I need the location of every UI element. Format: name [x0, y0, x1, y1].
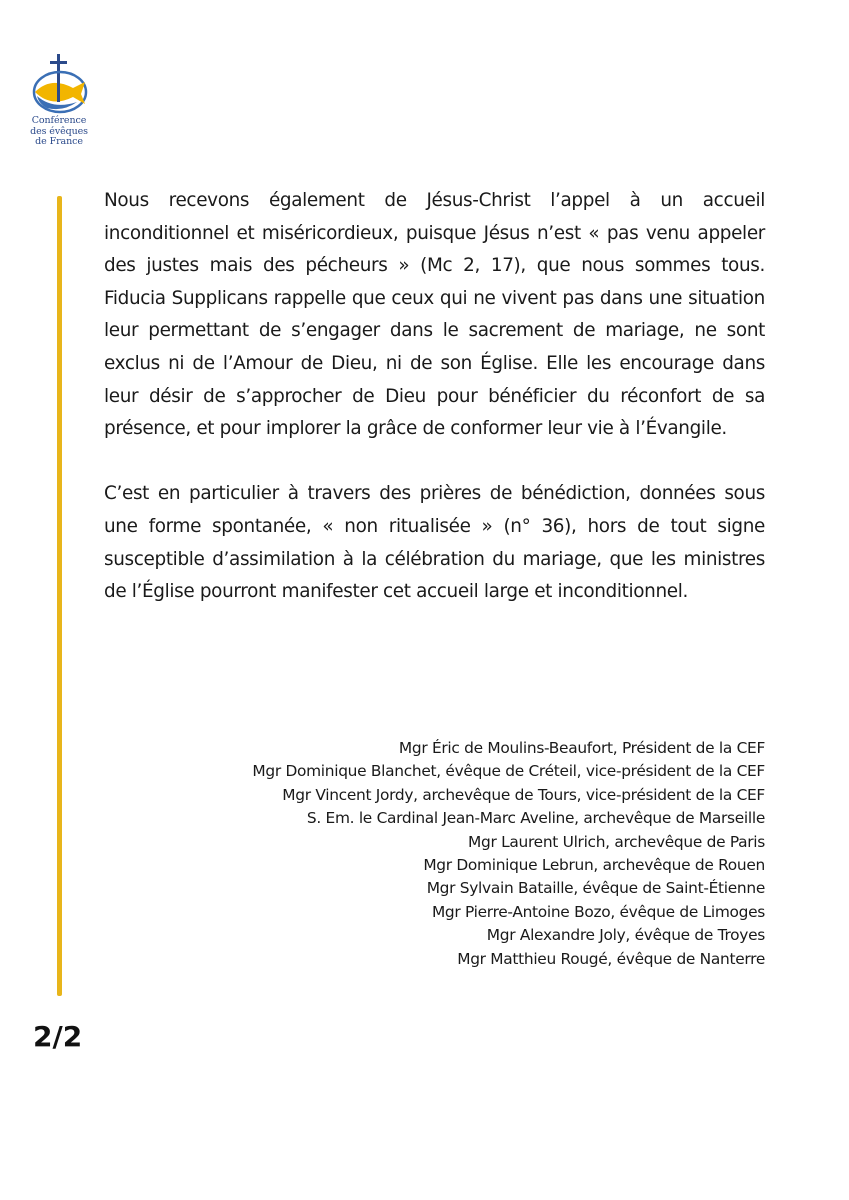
signature-line: Mgr Éric de Moulins-Beaufort, Président de la CEF — [398, 739, 765, 757]
signature-line: Mgr Dominique Lebrun, archevêque de Rouen — [423, 856, 765, 875]
signature-line: Mgr Laurent Ulrich, archevêque de Paris — [468, 832, 765, 851]
signature-line: Mgr Matthieu Rougé, évêque de Nanterre — [457, 949, 765, 968]
logo-line-3: de France — [35, 136, 83, 147]
signature-line: S. Em. le Cardinal Jean-Marc Aveline, archevêque de Marseille — [306, 809, 765, 828]
logo-line-2: des évêques — [30, 125, 88, 137]
signature-line: Mgr Vincent Jordy, archevêque de Tours, vice-président de la CEF — [282, 785, 765, 804]
paragraph-2: C’est en particulier à travers des prières de bénédiction, données sous une forme spontanée, « non ritualisée » (n° 36), hors de tout signe susceptible d’assimilation à la célébration du mariage, que les ministres de l’Église pourront manifester cet accueil large et inconditionnel. — [104, 483, 765, 603]
signature-line: Mgr Pierre-Antoine Bozo, évêque de Limoges — [431, 902, 765, 921]
logo-line-1: Conférence — [31, 115, 87, 126]
cef-logo — [28, 52, 90, 148]
paragraph-1: Nous recevons également de Jésus-Christ l’appel à un accueil inconditionnel et miséricordieux, puisque Jésus n’est « pas venu appeler des justes mais des pécheurs » (Mc 2, 17), que nous sommes tous. Fiducia Supplicans rappelle que ceux qui ne vivent pas dans une situation leur permettant de s’engager dans le sacrement de mariage, ne sont exclus ni de l’Amour de Dieu, ni de son Église. Elle les encourage dans leur désir de s’approcher de Dieu pour bénéficier du réconfort de sa présence, et pour implorer la grâce de conformer leur vie à l’Évangile. — [104, 190, 765, 440]
page-number: 2/2 — [33, 1020, 83, 1053]
accent-bar — [57, 196, 62, 996]
body-text — [104, 185, 765, 641]
cross-fish-emblem-icon — [29, 52, 89, 114]
signature-line: Mgr Sylvain Bataille, évêque de Saint-Étienne — [426, 879, 765, 898]
signature-line: Mgr Dominique Blanchet, évêque de Créteil, vice-président de la CEF — [252, 762, 765, 781]
signature-line: Mgr Alexandre Joly, évêque de Troyes — [486, 926, 765, 945]
signatures-block — [104, 737, 765, 971]
